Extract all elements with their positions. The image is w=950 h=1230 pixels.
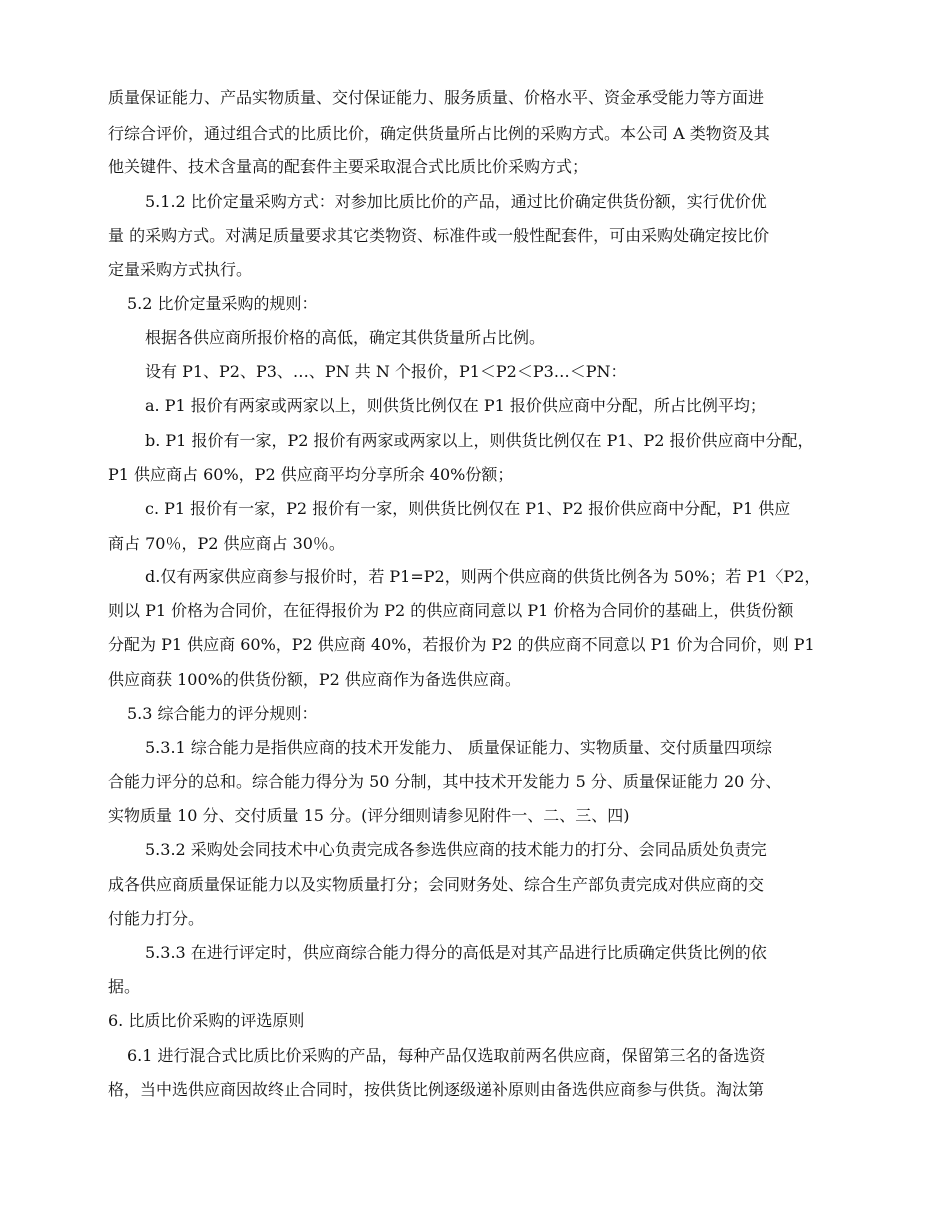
text-line: c. P1 报价有一家，P2 报价有一家，则供货比例仅在 P1、P2 报价供应商中分配，P1 供应 [145, 499, 791, 518]
text-line: 格，当中选供应商因故终止合同时，按供货比例逐级递补原则由备选供应商参与供货。淘汰第 [108, 1080, 765, 1099]
text-line: 付能力打分。 [108, 909, 205, 928]
text-line: 量 的采购方式。对满足质量要求其它类物资、标准件或一般性配套件，可由采购处确定按比价 [108, 226, 770, 245]
text-line: 据。 [108, 977, 141, 996]
text-line: 5.3.2 采购处会同技术中心负责完成各参选供应商的技术能力的打分、会同品质处负责完 [145, 840, 767, 859]
text-line: 成各供应商质量保证能力以及实物质量打分；会同财务处、综合生产部负责完成对供应商的交 [108, 875, 765, 894]
text-line: 供应商获 100%的供货份额，P2 供应商作为备选供应商。 [108, 670, 521, 689]
text-line: 则以 P1 价格为合同价，在征得报价为 P2 的供应商同意以 P1 价格为合同价的基础上，供货份额 [108, 601, 794, 620]
text-line: 他关键件、技术含量高的配套件主要采取混合式比质比价采购方式； [108, 157, 589, 176]
text-line: 商占 70％，P2 供应商占 30％。 [108, 534, 345, 553]
text-line: 根据各供应商所报价格的高低，确定其供货量所占比例。 [145, 328, 546, 347]
text-line: 分配为 P1 供应商 60%，P2 供应商 40%，若报价为 P2 的供应商不同意以 P1 价为合同价，则 P1 [108, 635, 815, 654]
text-line: P1 供应商占 60%，P2 供应商平均分享所余 40%份额； [108, 465, 514, 484]
section-heading: 6. 比质比价采购的评选原则 [108, 1011, 305, 1030]
text-line: b. P1 报价有一家，P2 报价有两家或两家以上，则供货比例仅在 P1、P2 报价供应商中分配， [145, 431, 814, 450]
text-line: 5.3.1 综合能力是指供应商的技术开发能力、 质量保证能力、实物质量、交付质量四项综 [145, 738, 772, 757]
text-line: 定量采购方式执行。 [108, 260, 253, 279]
text-line: 5.3.3 在进行评定时，供应商综合能力得分的高低是对其产品进行比质确定供货比例的依 [145, 943, 767, 962]
text-line: 设有 P1、P2、P3、…、PN 共 N 个报价，P1＜P2＜P3…＜PN： [145, 362, 627, 381]
text-line: 6.1 进行混合式比质比价采购的产品，每种产品仅选取前两名供应商，保留第三名的备选资 [127, 1046, 766, 1065]
text-line: a. P1 报价有两家或两家以上，则供货比例仅在 P1 报价供应商中分配，所占比例平均； [145, 396, 766, 415]
section-heading: 5.3 综合能力的评分规则： [127, 704, 318, 723]
text-line: d.仅有两家供应商参与报价时，若 P1=P2，则两个供应商的供货比例各为 50%；若 P1〈P2， [145, 567, 821, 586]
text-line: 质量保证能力、产品实物质量、交付保证能力、服务质量、价格水平、资金承受能力等方面进 [108, 88, 765, 107]
section-heading: 5.2 比价定量采购的规则： [127, 294, 318, 313]
text-line: 行综合评价，通过组合式的比质比价，确定供货量所占比例的采购方式。本公司 A 类物资及其 [108, 124, 770, 143]
text-line: 实物质量 10 分、交付质量 15 分。(评分细则请参见附件一、二、三、四) [108, 806, 630, 825]
text-line: 合能力评分的总和。综合能力得分为 50 分制，其中技术开发能力 5 分、质量保证能力 20 分、 [108, 772, 782, 791]
text-line: 5.1.2 比价定量采购方式：对参加比质比价的产品，通过比价确定供货份额，实行优价优 [145, 192, 767, 211]
